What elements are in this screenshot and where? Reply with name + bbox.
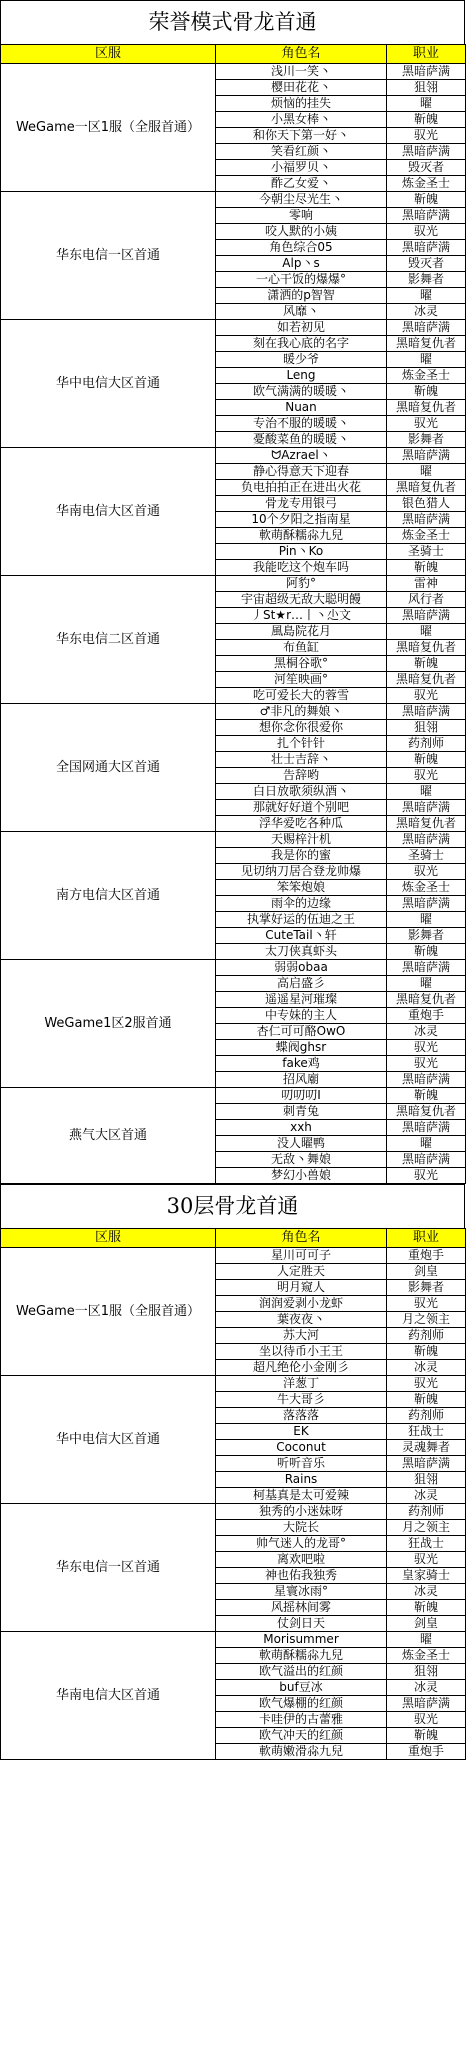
character-name: 独秀的小迷妹呀: [216, 1504, 387, 1520]
character-name: 蝶阀ghsr: [216, 1040, 387, 1056]
character-class: 圣骑士: [387, 848, 466, 864]
character-class: 靳魄: [387, 1600, 466, 1616]
character-name: 零响: [216, 208, 387, 224]
character-name: 叨叨叨I: [216, 1088, 387, 1104]
character-name: 軟萌酥糯尛九兒: [216, 528, 387, 544]
character-name: 欧气满满的暖暖丶: [216, 384, 387, 400]
character-class: 黑暗复仇者: [387, 672, 466, 688]
character-class: 黑暗萨满: [387, 448, 466, 464]
character-class: 冰灵: [387, 1360, 466, 1376]
character-name: 没人曜鸭: [216, 1136, 387, 1152]
character-name: 柯基真是太可爱辣: [216, 1488, 387, 1504]
character-class: 靳魄: [387, 1392, 466, 1408]
character-name: 和你天下第一好丶: [216, 128, 387, 144]
character-class: 驭光: [387, 768, 466, 784]
header-row: [1, 45, 466, 64]
ranking-table: [0, 44, 466, 1184]
character-class: 黑暗萨满: [387, 240, 466, 256]
character-name: 笨笨炮娘: [216, 880, 387, 896]
character-class: 影舞者: [387, 928, 466, 944]
header-character: 角色名: [216, 1229, 387, 1248]
character-name: 负电拍拍正在进出火花: [216, 480, 387, 496]
character-class: 影舞者: [387, 1280, 466, 1296]
character-class: 黑暗萨满: [387, 800, 466, 816]
character-name: Morisummer: [216, 1632, 387, 1648]
character-name: 牛大哥彡: [216, 1392, 387, 1408]
table-row: [1, 1248, 466, 1264]
character-class: 曜: [387, 1136, 466, 1152]
character-class: 冰灵: [387, 1024, 466, 1040]
character-name: Alp丶s: [216, 256, 387, 272]
character-class: 药剂师: [387, 1328, 466, 1344]
table-row: [1, 1376, 466, 1392]
character-class: 黑暗萨满: [387, 64, 466, 80]
character-class: 风行者: [387, 592, 466, 608]
character-name: 静心得意天下迎春: [216, 464, 387, 480]
table-row: [1, 960, 466, 976]
character-name: 专治不服的暖暖丶: [216, 416, 387, 432]
character-class: 黑暗萨满: [387, 608, 466, 624]
character-class: 曜: [387, 288, 466, 304]
character-name: 樱田花花丶: [216, 80, 387, 96]
character-name: 布鱼缸: [216, 640, 387, 656]
character-class: 靳魄: [387, 1728, 466, 1744]
character-name: 风靡丶: [216, 304, 387, 320]
character-name: CuteTail丶轩: [216, 928, 387, 944]
table-row: [1, 64, 466, 80]
header-class: 职业: [387, 1229, 466, 1248]
character-class: 雷神: [387, 576, 466, 592]
character-name: 如若初见: [216, 320, 387, 336]
character-class: 曜: [387, 1632, 466, 1648]
character-name: 风摇林间雾: [216, 1600, 387, 1616]
character-name: 葉夜夜丶: [216, 1312, 387, 1328]
character-class: 靳魄: [387, 1088, 466, 1104]
character-class: 驭光: [387, 224, 466, 240]
character-class: 黑暗萨满: [387, 832, 466, 848]
character-name: 軟萌嫩滑尛九兒: [216, 1744, 387, 1760]
character-name: 壮士吉辞丶: [216, 752, 387, 768]
character-name: 浅川一笑丶: [216, 64, 387, 80]
server-cell: 华南电信大区首通: [1, 448, 216, 576]
character-name: 刺青兔: [216, 1104, 387, 1120]
character-class: 月之领主: [387, 1312, 466, 1328]
character-class: 靳魄: [387, 112, 466, 128]
character-name: 吃可爱长大的蓉雪: [216, 688, 387, 704]
character-name: 扎个针针: [216, 736, 387, 752]
character-class: 曜: [387, 976, 466, 992]
character-class: 狙翎: [387, 720, 466, 736]
server-cell: 华中电信大区首通: [1, 320, 216, 448]
character-class: 驭光: [387, 1712, 466, 1728]
character-class: 靳魄: [387, 560, 466, 576]
character-class: 炼金圣士: [387, 176, 466, 192]
character-class: 毁灭者: [387, 160, 466, 176]
character-name: 我能吃这个炮车吗: [216, 560, 387, 576]
character-class: 黑暗萨满: [387, 512, 466, 528]
character-name: 風島院花月: [216, 624, 387, 640]
character-class: 靳魄: [387, 656, 466, 672]
character-class: 黑暗萨满: [387, 704, 466, 720]
server-cell: 华中电信大区首通: [1, 1376, 216, 1504]
header-class: 职业: [387, 45, 466, 64]
character-name: 刻在我心底的名字: [216, 336, 387, 352]
character-class: 药剂师: [387, 736, 466, 752]
character-class: 冰灵: [387, 1488, 466, 1504]
server-cell: 燕气大区首通: [1, 1088, 216, 1184]
character-class: 黑暗复仇者: [387, 992, 466, 1008]
character-name: 想你念你很爱你: [216, 720, 387, 736]
character-class: 黑暗复仇者: [387, 1104, 466, 1120]
character-class: 曜: [387, 352, 466, 368]
character-name: 酢乙女爱丶: [216, 176, 387, 192]
server-cell: WeGame一区1服（全服首通）: [1, 64, 216, 192]
character-class: 炼金圣士: [387, 368, 466, 384]
character-name: 雨伞的边缘: [216, 896, 387, 912]
server-cell: 华东电信二区首通: [1, 576, 216, 704]
server-cell: WeGame1区2服首通: [1, 960, 216, 1088]
character-name: 欧气爆棚的红颜: [216, 1696, 387, 1712]
section-title: 30层骨龙首通: [0, 1184, 465, 1228]
character-class: 驭光: [387, 128, 466, 144]
character-class: 靳魄: [387, 1344, 466, 1360]
character-name: 人定胜天: [216, 1264, 387, 1280]
character-class: 驭光: [387, 1040, 466, 1056]
character-class: 药剂师: [387, 1504, 466, 1520]
character-name: 咬人默的小姨: [216, 224, 387, 240]
character-class: 驭光: [387, 416, 466, 432]
server-cell: 华南电信大区首通: [1, 1632, 216, 1760]
character-class: 黑暗萨满: [387, 208, 466, 224]
character-class: 驭光: [387, 1376, 466, 1392]
character-class: 月之领主: [387, 1520, 466, 1536]
character-name: 白日放歌须纵酒丶: [216, 784, 387, 800]
character-name: 憂酸菜鱼的暖暖丶: [216, 432, 387, 448]
character-name: Nuan: [216, 400, 387, 416]
character-class: 黑暗萨满: [387, 896, 466, 912]
character-name: 黑桐谷歌°: [216, 656, 387, 672]
character-class: 毁灭者: [387, 256, 466, 272]
server-cell: 南方电信大区首通: [1, 832, 216, 960]
character-class: 炼金圣士: [387, 528, 466, 544]
character-class: 剑皇: [387, 1264, 466, 1280]
character-name: 軟萌酥糯尛九兒: [216, 1648, 387, 1664]
character-name: 骨龙专用银弓: [216, 496, 387, 512]
header-server: 区服: [1, 1229, 216, 1248]
character-class: 灵魂舞者: [387, 1440, 466, 1456]
character-class: 驭光: [387, 1056, 466, 1072]
character-name: 那就好好道个别吧: [216, 800, 387, 816]
character-class: 黑暗萨满: [387, 1120, 466, 1136]
table-row: [1, 448, 466, 464]
character-class: 冰灵: [387, 304, 466, 320]
character-class: 靳魄: [387, 192, 466, 208]
character-name: 神也佑我独秀: [216, 1568, 387, 1584]
character-name: EK: [216, 1424, 387, 1440]
character-class: 黑暗萨满: [387, 1072, 466, 1088]
character-name: Leng: [216, 368, 387, 384]
character-class: 驭光: [387, 1552, 466, 1568]
character-class: 曜: [387, 464, 466, 480]
server-cell: 全国网通大区首通: [1, 704, 216, 832]
character-name: 一心干饭的爆爆°: [216, 272, 387, 288]
table-row: [1, 576, 466, 592]
character-name: 大院长: [216, 1520, 387, 1536]
character-class: 黑暗萨满: [387, 144, 466, 160]
character-class: 黑暗萨满: [387, 320, 466, 336]
character-class: 冰灵: [387, 1680, 466, 1696]
character-name: 帅气迷人的龙哥°: [216, 1536, 387, 1552]
character-name: 离欢吧啦: [216, 1552, 387, 1568]
character-name: 苏大河: [216, 1328, 387, 1344]
character-class: 影舞者: [387, 272, 466, 288]
server-cell: 华东电信一区首通: [1, 1504, 216, 1632]
server-cell: WeGame一区1服（全服首通）: [1, 1248, 216, 1376]
character-class: 驭光: [387, 864, 466, 880]
character-name: Pin丶Ko: [216, 544, 387, 560]
character-class: 靳魄: [387, 752, 466, 768]
character-class: 圣骑士: [387, 544, 466, 560]
character-class: 冰灵: [387, 1584, 466, 1600]
character-class: 曜: [387, 96, 466, 112]
character-name: 10个夕阳之指南星: [216, 512, 387, 528]
character-name: 落落落: [216, 1408, 387, 1424]
table-row: [1, 1632, 466, 1648]
character-name: 弱弱obaa: [216, 960, 387, 976]
character-name: 卡哇伊的古蕾雅: [216, 1712, 387, 1728]
character-class: 狂战士: [387, 1536, 466, 1552]
character-name: 阿豹°: [216, 576, 387, 592]
character-class: 狙翎: [387, 1472, 466, 1488]
character-class: 重炮手: [387, 1248, 466, 1264]
character-name: 小黑女棒丶: [216, 112, 387, 128]
character-class: 剑皇: [387, 1616, 466, 1632]
character-class: 银色猎人: [387, 496, 466, 512]
character-name: 润润爱剥小龙虾: [216, 1296, 387, 1312]
character-name: 笑看红颜丶: [216, 144, 387, 160]
character-name: 太刀侠真虾头: [216, 944, 387, 960]
character-name: 宇宙超级无敌大聪明饅: [216, 592, 387, 608]
character-class: 靳魄: [387, 384, 466, 400]
character-name: fake鸡: [216, 1056, 387, 1072]
character-class: 黑暗萨满: [387, 1456, 466, 1472]
character-name: 梦幻小兽娘: [216, 1168, 387, 1184]
character-name: 潇洒的p智智: [216, 288, 387, 304]
character-name: 中专妹的主人: [216, 1008, 387, 1024]
character-class: 狙翎: [387, 1664, 466, 1680]
character-name: 无敌丶舞娘: [216, 1152, 387, 1168]
character-name: 今朝尘尽光生丶: [216, 192, 387, 208]
character-name: 角色综合05: [216, 240, 387, 256]
table-row: [1, 1088, 466, 1104]
character-name: 星川可可子: [216, 1248, 387, 1264]
character-class: 黑暗复仇者: [387, 336, 466, 352]
character-name: Rains: [216, 1472, 387, 1488]
character-name: 执掌好运的伍迪之王: [216, 912, 387, 928]
character-class: 曜: [387, 624, 466, 640]
section-title: 荣誉模式骨龙首通: [0, 0, 465, 44]
character-name: 高启盛彡: [216, 976, 387, 992]
header-character: 角色名: [216, 45, 387, 64]
character-class: 狙翎: [387, 80, 466, 96]
header-server: 区服: [1, 45, 216, 64]
character-name: 告辞哟: [216, 768, 387, 784]
character-name: 杏仁可可酪OwO: [216, 1024, 387, 1040]
character-class: 曜: [387, 784, 466, 800]
character-name: buf豆冰: [216, 1680, 387, 1696]
header-row: [1, 1229, 466, 1248]
character-name: 河笙映画°: [216, 672, 387, 688]
character-class: 炼金圣士: [387, 1648, 466, 1664]
character-class: 驭光: [387, 688, 466, 704]
table-row: [1, 832, 466, 848]
character-class: 皇家骑士: [387, 1568, 466, 1584]
character-name: ᗢAzrael丶: [216, 448, 387, 464]
character-name: 见切纳刀居合登龙帅爆: [216, 864, 387, 880]
character-class: 重炮手: [387, 1744, 466, 1760]
character-class: 炼金圣士: [387, 880, 466, 896]
character-class: 狂战士: [387, 1424, 466, 1440]
character-name: 小福罗贝丶: [216, 160, 387, 176]
character-class: 黑暗萨满: [387, 1696, 466, 1712]
character-name: 天赐梓汁机: [216, 832, 387, 848]
ranking-table: [0, 1228, 466, 1760]
character-name: 听听音乐: [216, 1456, 387, 1472]
character-class: 黑暗萨满: [387, 960, 466, 976]
character-name: 烦恼的挂失: [216, 96, 387, 112]
table-row: [1, 320, 466, 336]
character-class: 重炮手: [387, 1008, 466, 1024]
character-name: xxh: [216, 1120, 387, 1136]
character-class: 黑暗复仇者: [387, 400, 466, 416]
character-class: 驭光: [387, 1296, 466, 1312]
character-class: 黑暗复仇者: [387, 816, 466, 832]
server-cell: 华东电信一区首通: [1, 192, 216, 320]
character-class: 药剂师: [387, 1408, 466, 1424]
character-name: 暖少爷: [216, 352, 387, 368]
character-name: 星寰冰雨°: [216, 1584, 387, 1600]
character-class: 黑暗复仇者: [387, 640, 466, 656]
character-class: 曜: [387, 912, 466, 928]
character-name: 招风廟: [216, 1072, 387, 1088]
character-name: 超凡绝伦小金刚彡: [216, 1360, 387, 1376]
table-row: [1, 192, 466, 208]
character-name: 遥遥星河璀璨: [216, 992, 387, 1008]
character-name: 洋葱丁: [216, 1376, 387, 1392]
character-name: 欧气冲天的红颜: [216, 1728, 387, 1744]
character-name: 浮华爱吃各种瓜: [216, 816, 387, 832]
character-name: 仗剑日天: [216, 1616, 387, 1632]
character-name: 坐以待币小王王: [216, 1344, 387, 1360]
character-class: 黑暗复仇者: [387, 480, 466, 496]
character-class: 靳魄: [387, 944, 466, 960]
character-class: 驭光: [387, 1168, 466, 1184]
character-name: 我是你的蜜: [216, 848, 387, 864]
character-class: 影舞者: [387, 432, 466, 448]
character-name: 明月窥人: [216, 1280, 387, 1296]
character-class: 黑暗萨满: [387, 1152, 466, 1168]
table-row: [1, 704, 466, 720]
character-name: 丿St★r…丨丶尐文: [216, 608, 387, 624]
character-name: 欧气溢出的红颜: [216, 1664, 387, 1680]
table-row: [1, 1504, 466, 1520]
character-name: Coconut: [216, 1440, 387, 1456]
character-name: ♂非凡的舞娘丶: [216, 704, 387, 720]
